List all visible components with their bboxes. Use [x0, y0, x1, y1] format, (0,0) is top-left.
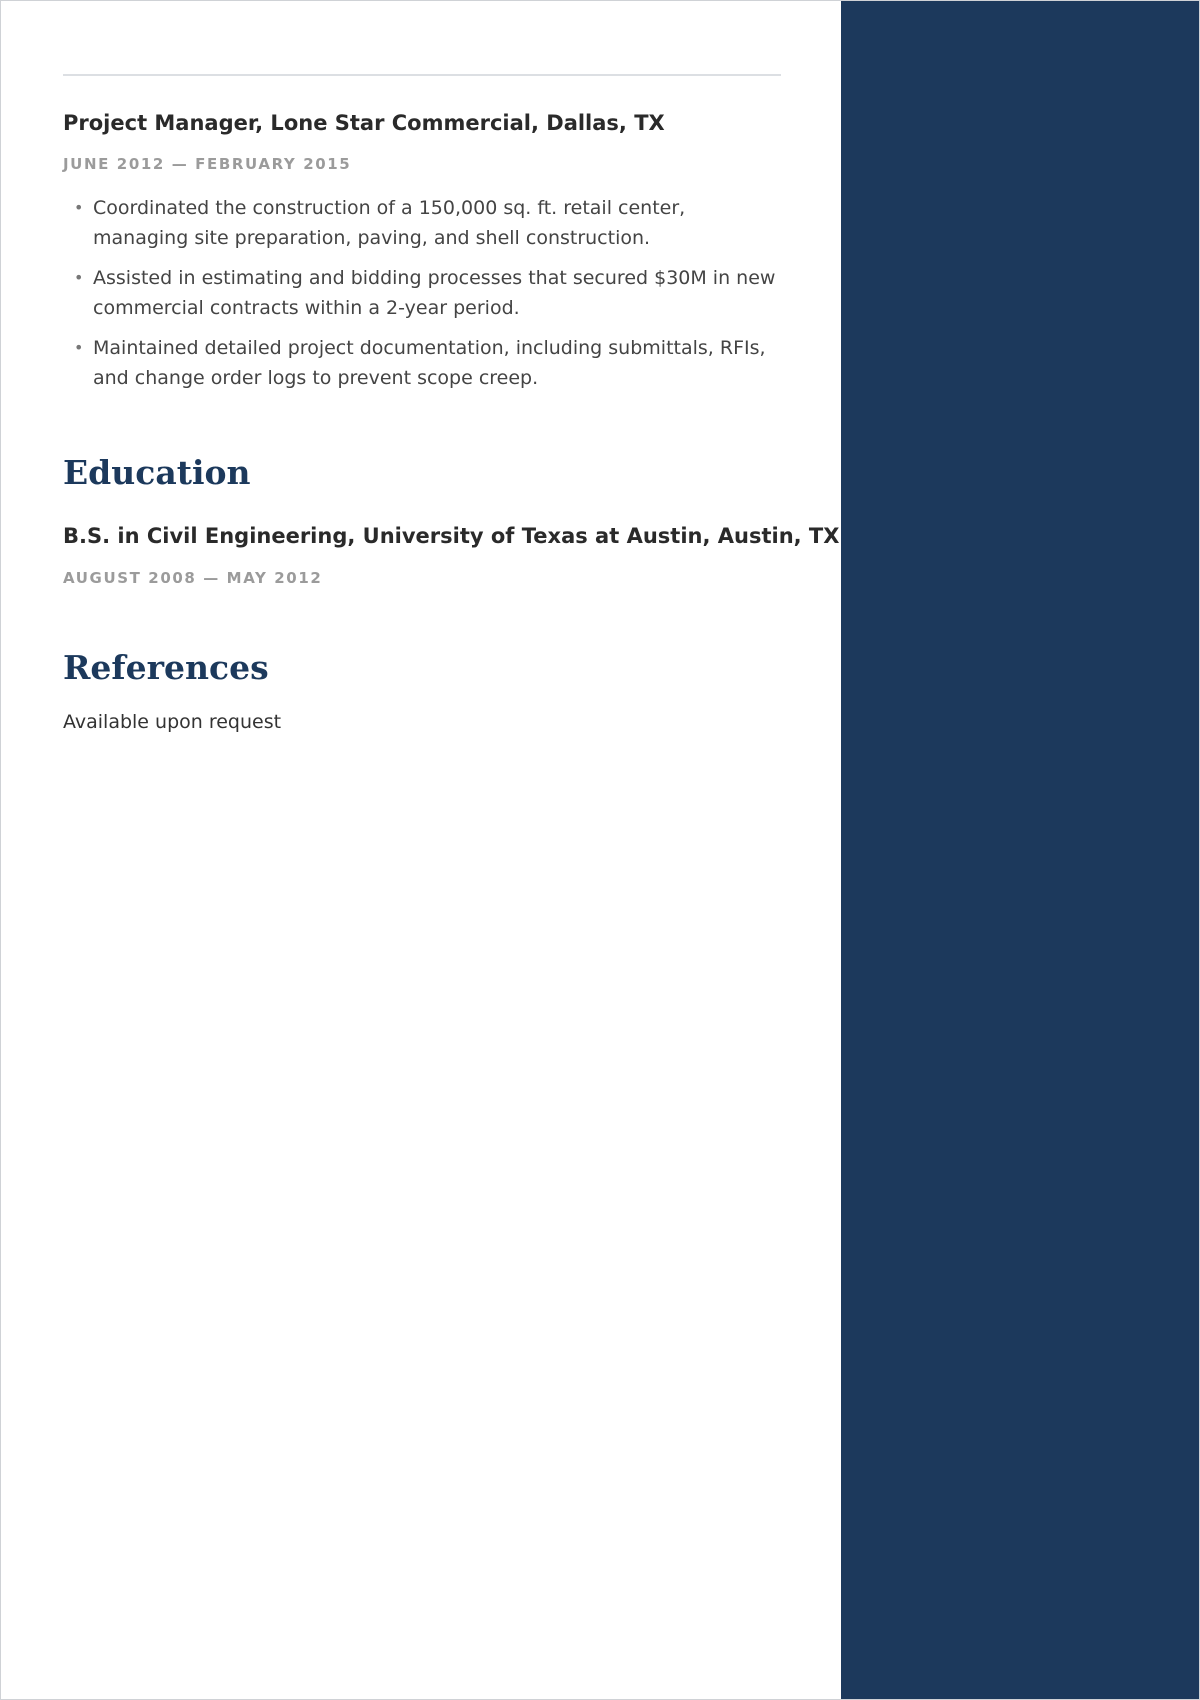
degree-title: B.S. in Civil Engineering, University of Texas at Austin, Austin, TX [63, 524, 840, 548]
education-dates: AUGUST 2008 — MAY 2012 [63, 569, 323, 587]
references-heading: References [63, 648, 269, 687]
sidebar-panel [841, 1, 1199, 1699]
job-dates: JUNE 2012 — FEBRUARY 2015 [63, 155, 352, 173]
list-item [63, 263, 781, 323]
bullet-icon: • [74, 198, 84, 217]
list-item [63, 193, 781, 253]
job-title: Project Manager, Lone Star Commercial, Dallas, TX [63, 111, 665, 135]
references-text: Available upon request [63, 711, 282, 733]
bullet-icon: • [74, 338, 84, 357]
bullet-icon: • [74, 268, 84, 287]
job-bullet-list [63, 193, 781, 403]
bullet-text: Coordinated the construction of a 150,000 sq. ft. retail center, managing site preparation, paving, and shell construction. [93, 197, 686, 249]
section-divider [63, 74, 781, 76]
bullet-text: Assisted in estimating and bidding processes that secured $30M in new commercial contracts within a 2-year period. [93, 267, 776, 319]
list-item [63, 333, 781, 393]
education-heading: Education [63, 453, 251, 492]
bullet-text: Maintained detailed project documentation, including submittals, RFIs, and change order logs to prevent scope creep. [93, 337, 766, 389]
